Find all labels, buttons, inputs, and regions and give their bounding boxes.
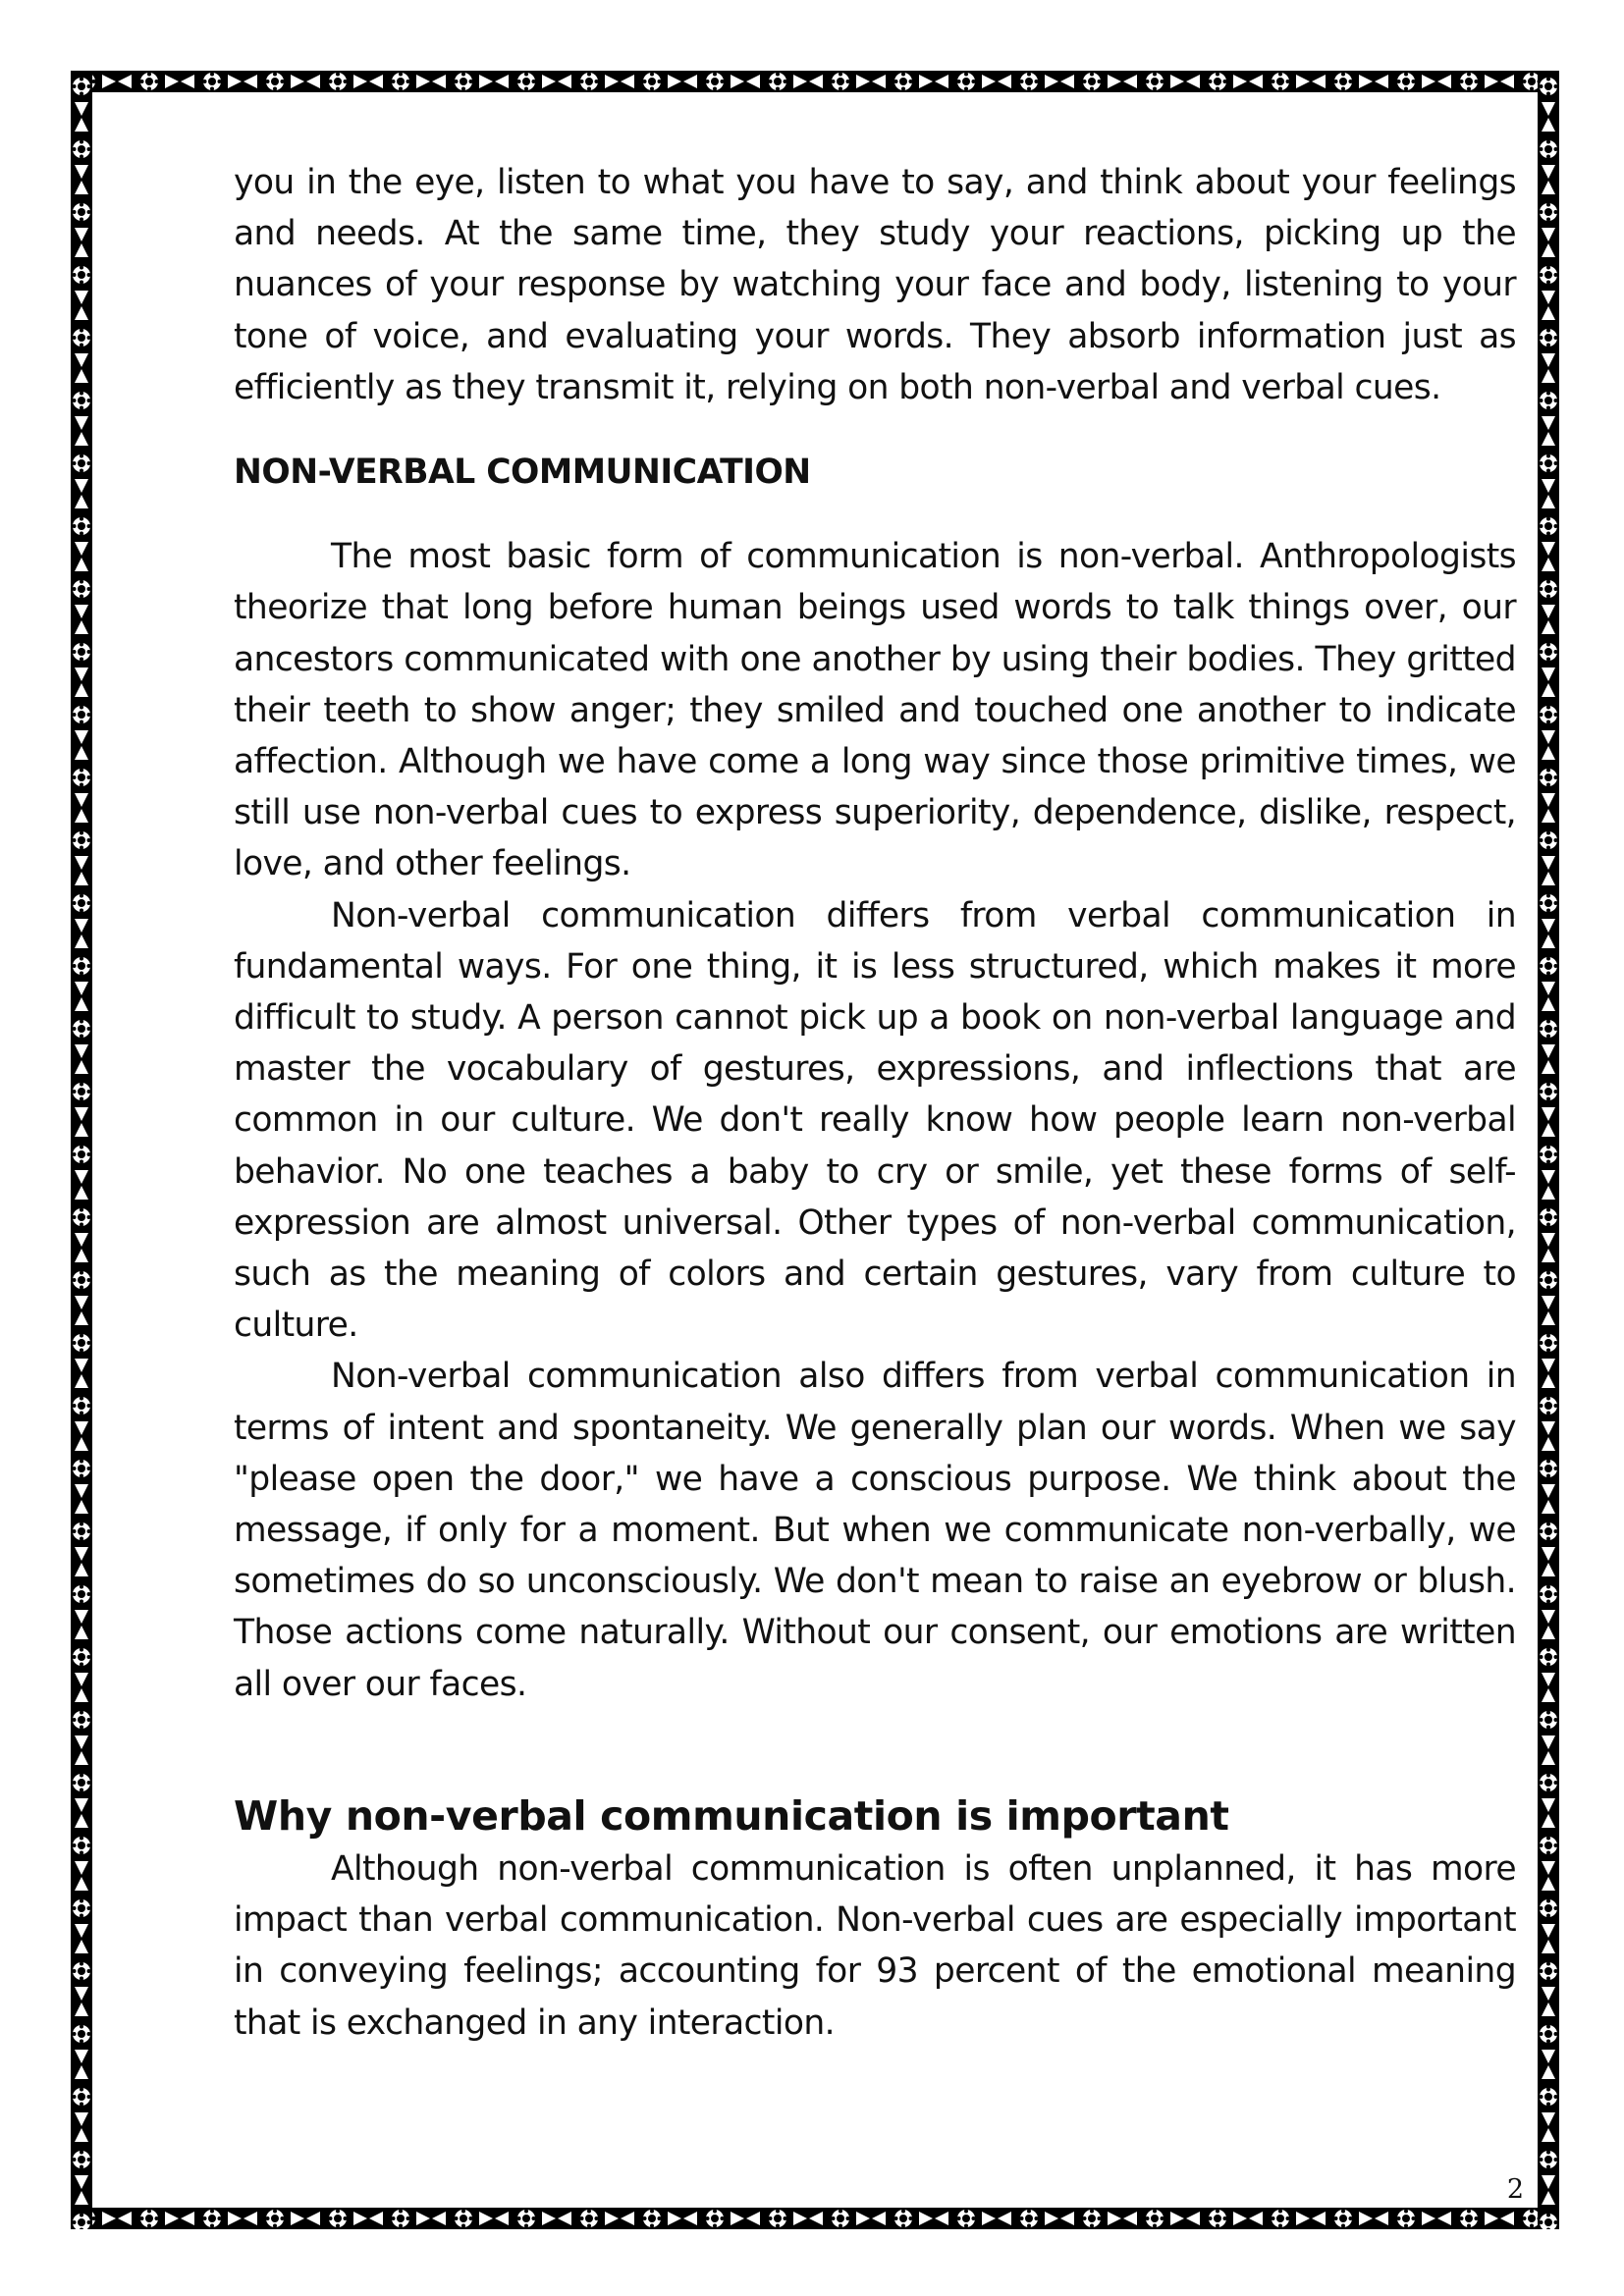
page-number: 2 [1506,2174,1524,2205]
page-border-left [71,71,92,2229]
subsection-heading: Why non-verbal communication is important [234,1791,1229,1840]
page-border-right [1538,71,1559,2229]
page-border-bottom [71,2208,1559,2229]
body-paragraph-2: Non-verbal communication differs from verbal communication in fundamental ways. For one thing, it is less structured, which makes it more difficult to study. A person cannot pick up a book on non-verbal language and master the vocabulary of gestures, expressions, and inflections that are common in our culture. We don't really know how people learn non-verbal behavior. No one teaches a baby to cry or smile, yet these forms of self-expression are almost universal. Other types of non-verbal communication, such as the meaning of colors and certain gestures, vary from culture to culture. [234,895,1516,1346]
section-heading: NON-VERBAL COMMUNICATION [234,453,811,493]
page-body [234,157,1516,2049]
page-border-top [71,71,1559,92]
body-paragraph-4: Although non-verbal communication is often unplanned, it has more impact than verbal communication. Non-verbal cues are especially important in conveying feelings; accounting for 93 percent of the emotional meaning that is exchanged in any interaction. [234,1848,1516,2043]
body-paragraph-1: The most basic form of communication is non-verbal. Anthropologists theorize that long before human beings used words to talk things over, our ancestors communicated with one another by using their bodies. They gritted their teeth to show anger; they smiled and touched one another to indicate affection. Although we have come a long way since those primitive times, we still use non-verbal cues to express superiority, dependence, dislike, respect, love, and other feelings. [234,537,1516,884]
body-paragraph-3: Non-verbal communication also differs from verbal communication in terms of intent and spontaneity. We generally plan our words. When we say "please open the door," we have a conscious purpose. We think about the message, if only for a moment. But when we communicate non-verbally, we sometimes do so unconsciously. We don't mean to raise an eyebrow or blush. Those actions come naturally. Without our consent, our emotions are written all over our faces. [234,1357,1516,1704]
intro-paragraph: you in the eye, listen to what you have to say, and think about your feelings and needs. At the same time, they study your reactions, picking up the nuances of your response by watching your face and body, listening to your tone of voice, and evaluating your words. They absorb information just as efficiently as they transmit it, relying on both non-verbal and verbal cues. [234,163,1516,407]
